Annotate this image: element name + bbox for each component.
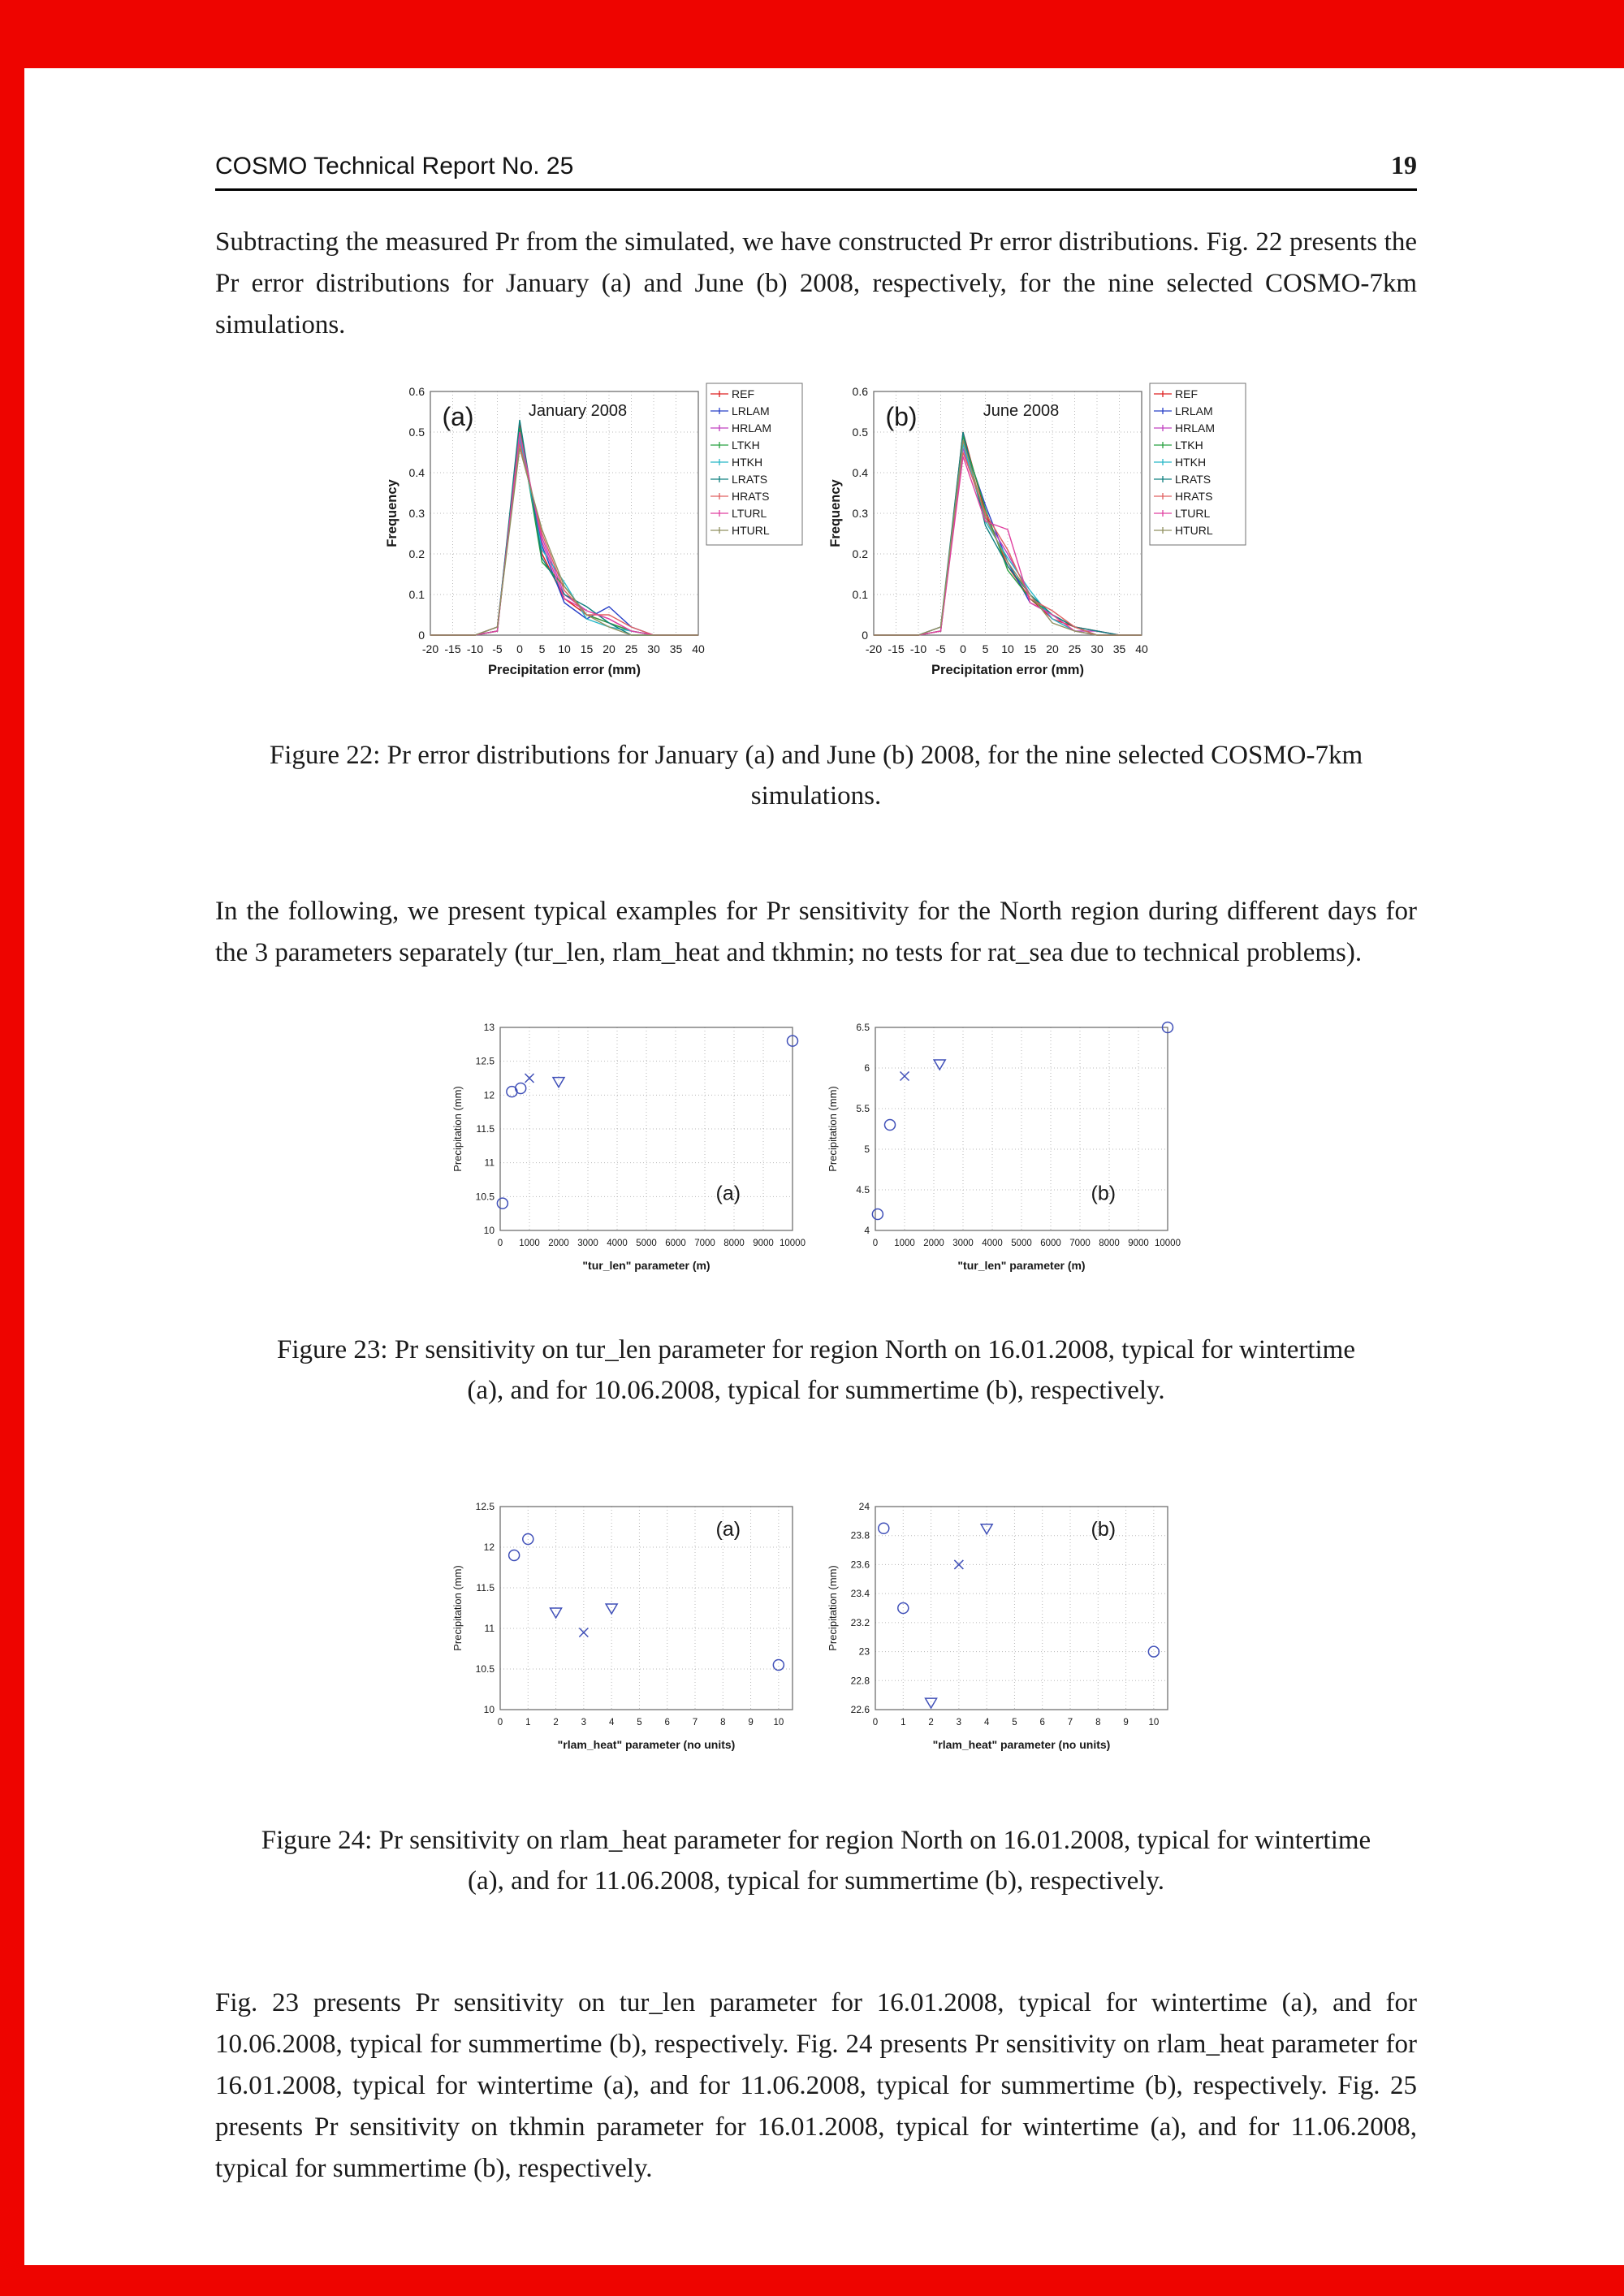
svg-text:10.5: 10.5 [475, 1663, 495, 1675]
svg-text:35: 35 [1112, 642, 1126, 655]
svg-text:Precipitation (mm): Precipitation (mm) [827, 1086, 839, 1172]
svg-text:23.8: 23.8 [850, 1529, 870, 1541]
svg-text:11.5: 11.5 [476, 1582, 495, 1593]
svg-text:Frequency: Frequency [385, 479, 400, 547]
svg-text:15: 15 [580, 642, 594, 655]
svg-text:Frequency: Frequency [828, 479, 843, 547]
svg-text:HTURL: HTURL [732, 524, 770, 537]
fig24a-scatter-chart [447, 1495, 810, 1771]
svg-text:(b): (b) [885, 402, 918, 431]
svg-text:23.6: 23.6 [850, 1559, 870, 1571]
svg-text:(a): (a) [442, 402, 474, 431]
svg-text:10000: 10000 [780, 1239, 806, 1248]
svg-text:REF: REF [732, 387, 754, 400]
svg-text:8: 8 [720, 1718, 726, 1727]
svg-text:5.5: 5.5 [856, 1103, 870, 1114]
svg-text:10: 10 [1148, 1718, 1160, 1727]
svg-text:0: 0 [862, 629, 868, 642]
svg-text:1000: 1000 [519, 1239, 540, 1248]
svg-text:-15: -15 [444, 642, 461, 655]
page-number: 19 [1391, 150, 1417, 179]
svg-text:REF: REF [1175, 387, 1198, 400]
svg-text:0.6: 0.6 [852, 385, 868, 398]
figure-24-caption: Figure 24: Pr sensitivity on rlam_heat parameter for region North on 16.01.2008, typical for wintertime (a), and for 11.06.2008, typical for summertime (b), respectively. [261, 1826, 1371, 1896]
svg-text:6000: 6000 [1040, 1239, 1061, 1248]
svg-text:12: 12 [483, 1541, 495, 1553]
svg-text:4.5: 4.5 [856, 1184, 870, 1196]
svg-text:LTKH: LTKH [1175, 439, 1203, 452]
svg-text:22.6: 22.6 [850, 1704, 870, 1715]
report-title: COSMO Technical Report No. 25 [215, 153, 574, 179]
svg-text:1000: 1000 [894, 1239, 915, 1248]
svg-text:23.4: 23.4 [850, 1588, 870, 1600]
svg-text:0.4: 0.4 [852, 466, 868, 479]
svg-text:"rlam_heat" parameter (no unit: "rlam_heat" parameter (no units) [557, 1738, 736, 1751]
svg-text:0.5: 0.5 [408, 426, 425, 439]
svg-text:0.4: 0.4 [408, 466, 425, 479]
svg-text:6: 6 [864, 1062, 870, 1074]
paragraph-intro-sensitivity: In the following, we present typical examples for Pr sensitivity for the North region during different days for the 3 parameters separately (tur_len, rlam_heat and tkhmin; no tests for rat_sea due to technical problems). [215, 897, 1417, 967]
svg-text:6: 6 [664, 1718, 670, 1727]
svg-text:10: 10 [483, 1704, 495, 1715]
svg-text:HRATS: HRATS [732, 490, 770, 503]
svg-text:0: 0 [960, 642, 966, 655]
svg-text:12.5: 12.5 [475, 1055, 495, 1067]
svg-text:HTKH: HTKH [1175, 456, 1207, 469]
svg-text:0: 0 [516, 642, 523, 655]
svg-text:5: 5 [637, 1718, 642, 1727]
svg-text:24: 24 [858, 1501, 870, 1512]
svg-text:"rlam_heat" parameter (no unit: "rlam_heat" parameter (no units) [932, 1738, 1111, 1751]
svg-text:0.5: 0.5 [852, 426, 868, 439]
svg-text:-15: -15 [888, 642, 905, 655]
svg-text:HTURL: HTURL [1175, 524, 1213, 537]
svg-text:5: 5 [982, 642, 989, 655]
svg-text:7000: 7000 [1069, 1239, 1091, 1248]
svg-text:2000: 2000 [923, 1239, 944, 1248]
svg-text:0: 0 [497, 1239, 503, 1248]
svg-text:-20: -20 [421, 642, 439, 655]
page-edge-top [0, 0, 1624, 68]
svg-text:0: 0 [872, 1239, 879, 1248]
svg-text:0: 0 [497, 1718, 503, 1727]
svg-text:"tur_len" parameter (m): "tur_len" parameter (m) [957, 1259, 1086, 1272]
svg-text:10: 10 [773, 1718, 784, 1727]
svg-text:2000: 2000 [548, 1239, 569, 1248]
svg-text:4: 4 [864, 1225, 870, 1236]
svg-text:-10: -10 [466, 642, 484, 655]
svg-text:0: 0 [872, 1718, 879, 1727]
svg-text:3000: 3000 [952, 1239, 974, 1248]
svg-text:LTURL: LTURL [1175, 507, 1211, 520]
svg-text:7: 7 [692, 1718, 698, 1727]
svg-text:8: 8 [1095, 1718, 1101, 1727]
svg-text:6.5: 6.5 [856, 1022, 870, 1033]
svg-text:HRLAM: HRLAM [732, 422, 772, 435]
fig23b-scatter-chart [822, 1016, 1186, 1292]
svg-text:9: 9 [1123, 1718, 1129, 1727]
svg-text:20: 20 [603, 642, 615, 655]
svg-text:9000: 9000 [1128, 1239, 1149, 1248]
svg-text:Precipitation error (mm): Precipitation error (mm) [931, 663, 1084, 677]
fig22b-line-chart [827, 380, 1249, 693]
svg-text:8000: 8000 [723, 1239, 745, 1248]
figure-22-caption: Figure 22: Pr error distributions for January (a) and June (b) 2008, for the nine selected COSMO-7km simulations. [269, 741, 1363, 811]
fig22a-line-chart [383, 380, 806, 693]
svg-text:40: 40 [692, 642, 705, 655]
svg-text:4000: 4000 [607, 1239, 628, 1248]
svg-text:-20: -20 [865, 642, 883, 655]
svg-text:(a): (a) [715, 1182, 741, 1205]
svg-text:10: 10 [558, 642, 571, 655]
svg-text:11.5: 11.5 [476, 1123, 495, 1135]
svg-text:2: 2 [928, 1718, 934, 1727]
svg-text:10: 10 [483, 1225, 495, 1236]
svg-text:0.1: 0.1 [852, 588, 868, 601]
svg-text:LRLAM: LRLAM [1175, 404, 1213, 417]
svg-text:25: 25 [624, 642, 638, 655]
svg-text:(b): (b) [1091, 1182, 1116, 1205]
svg-text:HRATS: HRATS [1175, 490, 1213, 503]
svg-text:5000: 5000 [636, 1239, 657, 1248]
svg-text:Precipitation error (mm): Precipitation error (mm) [488, 663, 641, 677]
svg-text:3000: 3000 [577, 1239, 598, 1248]
svg-text:0.6: 0.6 [408, 385, 425, 398]
svg-text:(b): (b) [1091, 1518, 1116, 1541]
svg-text:20: 20 [1046, 642, 1059, 655]
svg-text:1: 1 [901, 1718, 906, 1727]
svg-text:8000: 8000 [1099, 1239, 1120, 1248]
svg-text:HRLAM: HRLAM [1175, 422, 1216, 435]
svg-text:1: 1 [525, 1718, 531, 1727]
page-edge-left [0, 0, 24, 2296]
svg-text:6000: 6000 [665, 1239, 686, 1248]
svg-text:LRATS: LRATS [732, 473, 768, 486]
svg-text:7000: 7000 [694, 1239, 715, 1248]
svg-text:(a): (a) [715, 1518, 741, 1541]
svg-text:22.8: 22.8 [850, 1675, 870, 1687]
paragraph-summary: Fig. 23 presents Pr sensitivity on tur_len parameter for 16.01.2008, typical for wintertime (a), and for 10.06.2008, typical for summertime (b), respectively. Fig. 24 presents Pr sensitivity on rlam_heat parameter for 16.01.2008, typical for wintertime (a), and for 11.06.2008, typical for summertime (b), respectively. Fig. 25 presents Pr sensitivity on tkhmin parameter for 16.01.2008, typical for wintertime (a), and for 11.06.2008, typical for summertime (b), respectively. [215, 1988, 1417, 2183]
svg-text:4: 4 [983, 1718, 990, 1727]
svg-text:12: 12 [483, 1089, 495, 1101]
svg-text:0.1: 0.1 [408, 588, 425, 601]
svg-text:0.3: 0.3 [852, 507, 868, 520]
svg-text:LTKH: LTKH [732, 439, 760, 452]
figure-23 [215, 1016, 1417, 1292]
svg-text:30: 30 [647, 642, 660, 655]
svg-text:23: 23 [858, 1645, 870, 1658]
svg-text:6: 6 [1039, 1718, 1045, 1727]
svg-text:LRATS: LRATS [1175, 473, 1212, 486]
svg-text:11: 11 [484, 1157, 495, 1169]
svg-text:3: 3 [956, 1718, 962, 1727]
svg-text:25: 25 [1068, 642, 1082, 655]
svg-text:40: 40 [1135, 642, 1148, 655]
svg-text:10: 10 [1001, 642, 1014, 655]
svg-text:June 2008: June 2008 [983, 402, 1060, 420]
svg-text:5: 5 [864, 1144, 870, 1155]
svg-text:LTURL: LTURL [732, 507, 767, 520]
svg-text:-5: -5 [492, 642, 503, 655]
svg-text:5000: 5000 [1011, 1239, 1032, 1248]
figure-24 [215, 1495, 1417, 1771]
svg-text:HTKH: HTKH [732, 456, 763, 469]
svg-text:15: 15 [1023, 642, 1037, 655]
page-header [215, 150, 1417, 191]
svg-text:7: 7 [1067, 1718, 1073, 1727]
svg-text:23.2: 23.2 [850, 1616, 870, 1628]
figure-23-caption: Figure 23: Pr sensitivity on tur_len parameter for region North on 16.01.2008, typical for wintertime (a), and for 10.06.2008, typical for summertime (b), respectively. [277, 1335, 1355, 1405]
svg-text:5: 5 [538, 642, 546, 655]
fig23a-scatter-chart [447, 1016, 810, 1292]
svg-text:12.5: 12.5 [475, 1501, 495, 1512]
svg-text:35: 35 [669, 642, 683, 655]
paragraph-intro-fig22: Subtracting the measured Pr from the simulated, we have constructed Pr error distributions. Fig. 22 presents the Pr error distributions for January (a) and June (b) 2008, respectively, for the nine selected COSMO-7km simulations. [215, 227, 1417, 339]
svg-text:LRLAM: LRLAM [732, 404, 770, 417]
svg-text:0.3: 0.3 [408, 507, 425, 520]
svg-text:0.2: 0.2 [852, 547, 868, 560]
svg-text:Precipitation (mm): Precipitation (mm) [451, 1565, 464, 1651]
svg-text:10000: 10000 [1155, 1239, 1181, 1248]
svg-text:Precipitation (mm): Precipitation (mm) [451, 1086, 464, 1172]
svg-text:January 2008: January 2008 [528, 402, 628, 420]
figure-22 [215, 380, 1417, 693]
svg-text:"tur_len" parameter (m): "tur_len" parameter (m) [582, 1259, 710, 1272]
page-content [215, 0, 1417, 2190]
svg-text:4000: 4000 [982, 1239, 1003, 1248]
page-edge-bottom [0, 2265, 1624, 2296]
fig24b-scatter-chart [822, 1495, 1186, 1771]
svg-text:9000: 9000 [753, 1239, 774, 1248]
svg-text:9: 9 [748, 1718, 754, 1727]
svg-text:-5: -5 [935, 642, 946, 655]
svg-text:5: 5 [1012, 1718, 1017, 1727]
svg-text:0: 0 [418, 629, 425, 642]
svg-text:-10: -10 [909, 642, 927, 655]
svg-text:11: 11 [484, 1623, 495, 1634]
svg-text:2: 2 [553, 1718, 559, 1727]
svg-text:0.2: 0.2 [408, 547, 425, 560]
svg-text:Precipitation (mm): Precipitation (mm) [827, 1565, 839, 1651]
svg-text:4: 4 [608, 1718, 615, 1727]
svg-text:10.5: 10.5 [475, 1191, 495, 1203]
svg-text:3: 3 [581, 1718, 587, 1727]
svg-text:13: 13 [483, 1022, 495, 1033]
svg-text:30: 30 [1091, 642, 1104, 655]
